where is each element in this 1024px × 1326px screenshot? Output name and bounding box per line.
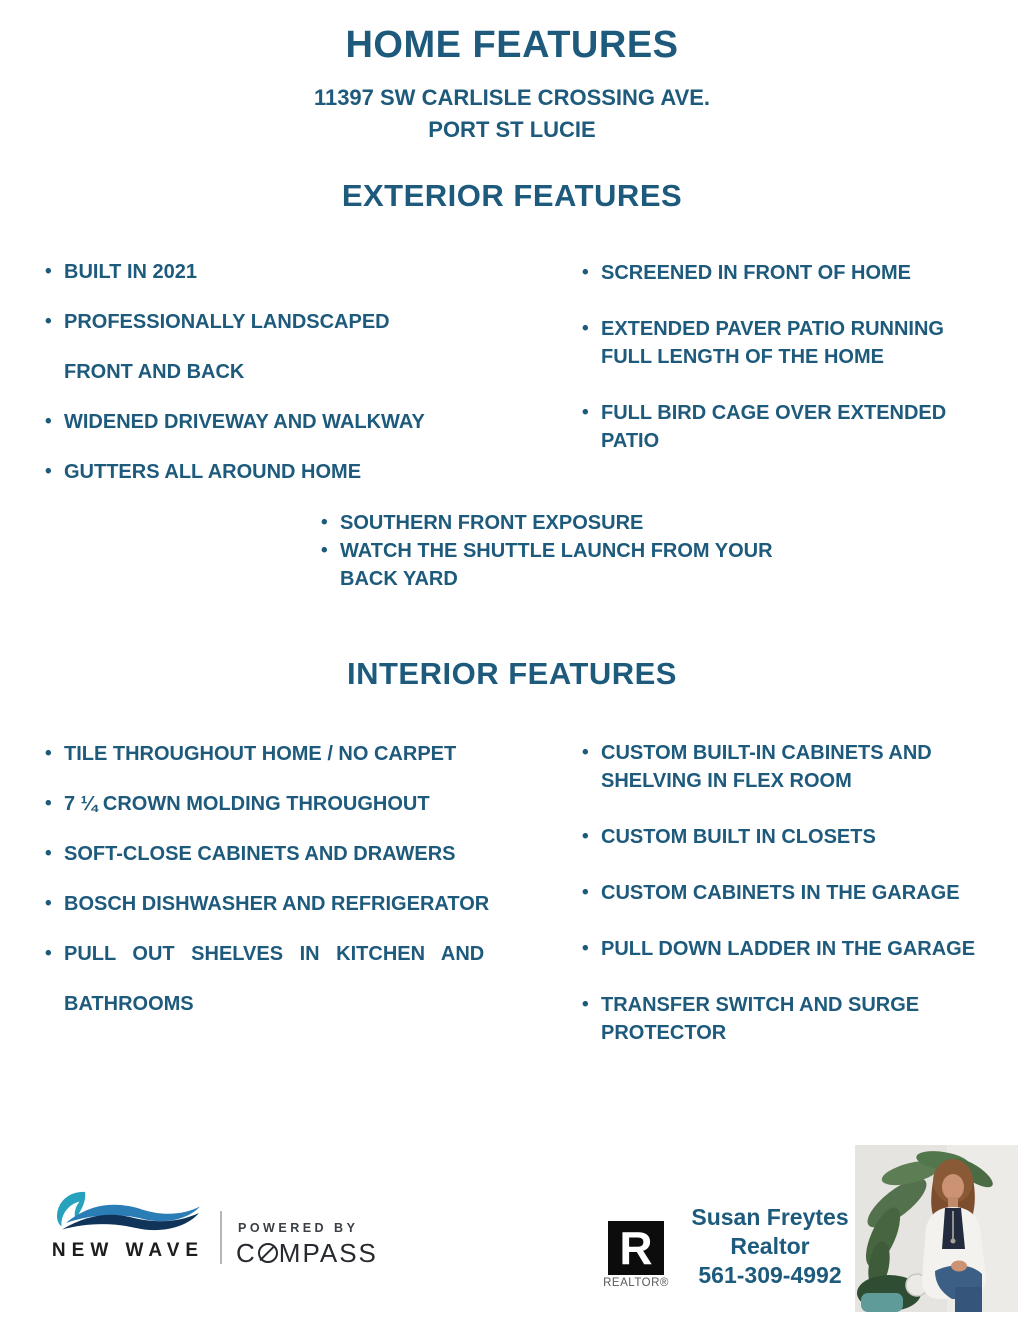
feature-text: • SOFT-CLOSE CABINETS AND DRAWERS (64, 843, 456, 865)
feature-text: • FULL BIRD CAGE OVER EXTENDED (601, 402, 947, 424)
feature-item (581, 315, 1001, 371)
feature-text: • BUILT IN 2021 (64, 261, 197, 283)
agent-phone: 561-309-4992 (698, 1262, 842, 1288)
feature-text: FRONT AND BACK (64, 361, 245, 383)
feature-item (44, 247, 524, 297)
feature-text: • SOUTHERN FRONT EXPOSURE (340, 512, 644, 534)
agent-name: Susan Freytes (691, 1204, 849, 1230)
exterior-right-list (581, 259, 1001, 455)
new-wave-wordmark: NEW WAVE (51, 1240, 205, 1261)
feature-text: • SCREENED IN FRONT OF HOME (601, 262, 912, 284)
feature-text: • WIDENED DRIVEWAY AND WALKWAY (64, 411, 425, 433)
feature-item (581, 739, 1001, 795)
exterior-left-list (44, 247, 524, 497)
agent-title: Realtor (730, 1233, 810, 1259)
feature-item (44, 297, 524, 397)
feature-text: • BOSCH DISHWASHER AND REFRIGERATOR (64, 893, 490, 915)
feature-text: PATIO (601, 430, 660, 452)
feature-item (44, 829, 524, 879)
new-wave-logo-icon (52, 1190, 206, 1240)
compass-wordmark (236, 1238, 378, 1269)
compass-o-icon (258, 1243, 278, 1263)
exterior-section-heading: EXTERIOR FEATURES (341, 178, 683, 213)
feature-text: FULL LENGTH OF THE HOME (601, 346, 884, 368)
footer-divider (220, 1211, 222, 1264)
feature-text: • CUSTOM BUILT IN CLOSETS (601, 826, 876, 848)
feature-text: • WATCH THE SHUTTLE LAUNCH FROM YOUR (340, 540, 773, 562)
feature-item (44, 447, 524, 497)
feature-item (581, 259, 1001, 287)
feature-item (581, 399, 1001, 455)
feature-item (44, 397, 524, 447)
compass-letter-c: C (236, 1238, 257, 1268)
interior-left-list (44, 729, 524, 1029)
feature-item (581, 879, 1001, 907)
feature-item (320, 537, 820, 593)
feature-item (581, 823, 1001, 851)
feature-text: • GUTTERS ALL AROUND HOME (64, 461, 362, 483)
feature-item (44, 729, 524, 779)
address-line-2: PORT ST LUCIE (428, 117, 596, 142)
feature-item (44, 779, 524, 829)
feature-item (581, 991, 1001, 1047)
feature-text: • TILE THROUGHOUT HOME / NO CARPET (64, 743, 457, 765)
feature-text: • EXTENDED PAVER PATIO RUNNING (601, 318, 944, 340)
page-title: HOME FEATURES (345, 24, 679, 66)
feature-text: • TRANSFER SWITCH AND SURGE (601, 994, 920, 1016)
powered-by-label: POWERED BY (238, 1221, 359, 1235)
compass-letters-rest: MPASS (278, 1238, 378, 1268)
exterior-center-list (320, 509, 820, 593)
feature-text: PROTECTOR (601, 1022, 727, 1044)
feature-text: • PROFESSIONALLY LANDSCAPED (64, 311, 390, 333)
interior-section-heading: INTERIOR FEATURES (347, 656, 677, 691)
feature-text: • CUSTOM BUILT-IN CABINETS AND (601, 742, 932, 764)
agent-photo (855, 1145, 1018, 1312)
feature-item (581, 935, 1001, 963)
realtor-logo-r: R (619, 1222, 653, 1274)
feature-item (320, 509, 820, 537)
feature-text: • CUSTOM CABINETS IN THE GARAGE (601, 882, 960, 904)
feature-text: SHELVING IN FLEX ROOM (601, 770, 852, 792)
address-line-1: 11397 SW CARLISLE CROSSING AVE. (313, 85, 711, 110)
feature-item (44, 929, 524, 1029)
realtor-logo-caption: REALTOR® (603, 1277, 669, 1289)
feature-text: BACK YARD (340, 568, 458, 590)
feature-text: • 7 ¼ CROWN MOLDING THROUGHOUT (64, 793, 430, 815)
interior-right-list (581, 739, 1001, 1047)
feature-text: • PULL OUT SHELVES IN KITCHEN AND (64, 943, 485, 965)
feature-text: • PULL DOWN LADDER IN THE GARAGE (601, 938, 976, 960)
feature-item (44, 879, 524, 929)
feature-text: BATHROOMS (64, 993, 194, 1015)
